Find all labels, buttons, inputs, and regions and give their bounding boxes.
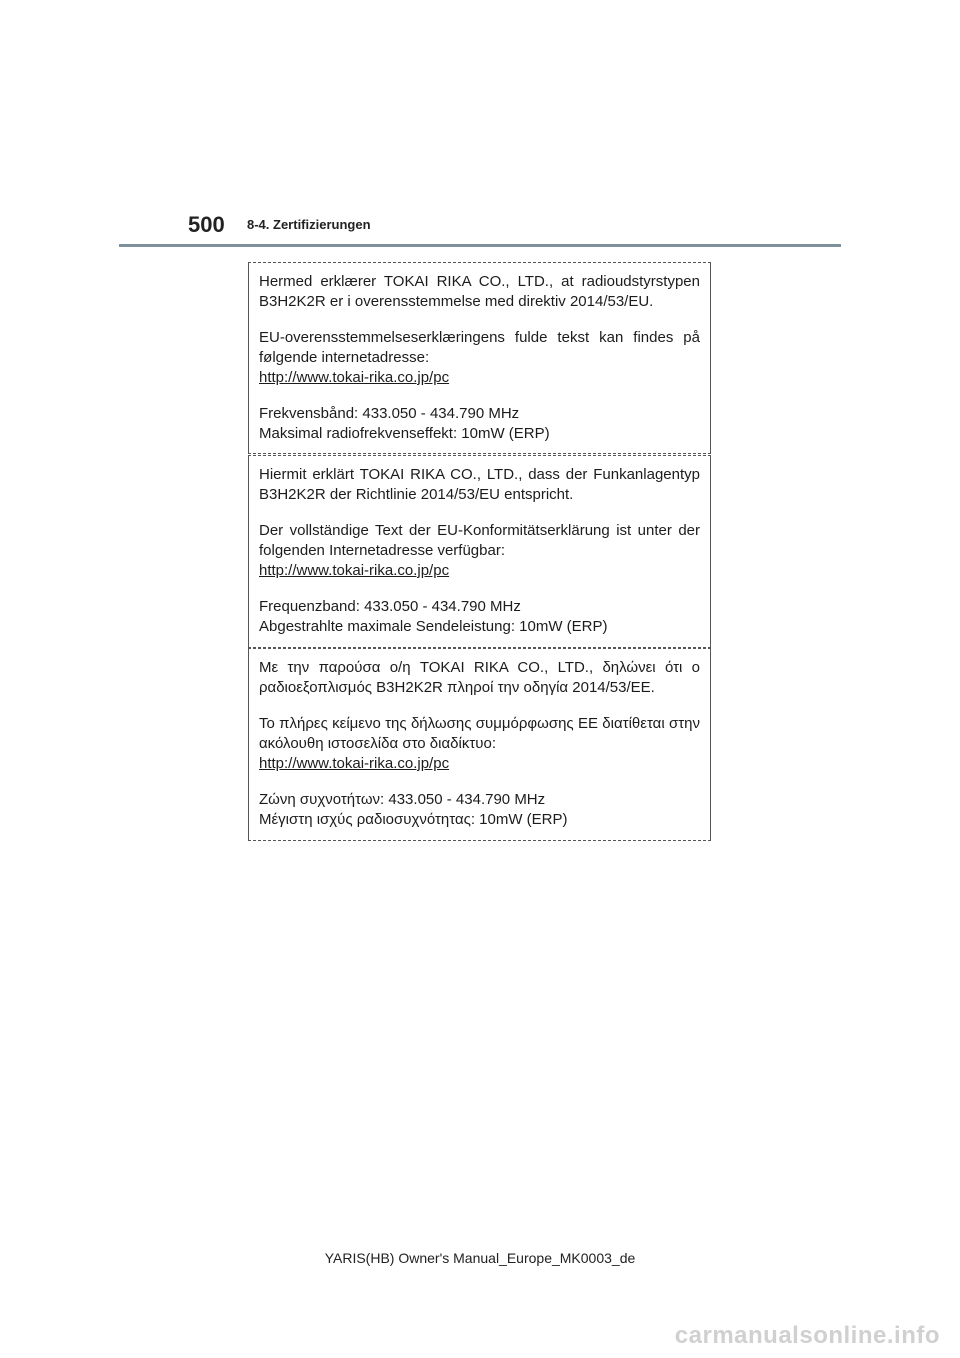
section-title: 8-4. Zertifizierungen	[247, 217, 371, 232]
frequency-band: Frekvensbånd: 433.050 - 434.790 MHz	[259, 405, 520, 422]
declaration-box-danish	[248, 262, 711, 454]
page-number: 500	[188, 212, 225, 237]
max-power: Abgestrahlte maximale Sendeleistung: 10mW (ERP)	[259, 618, 608, 635]
max-power: Maksimal radiofrekvenseffekt: 10mW (ERP)	[259, 425, 550, 442]
fulltext-notice: EU-overensstemmelseserklæringens fulde tekst kan findes på følgende internetadresse:	[259, 329, 700, 366]
footer-manual-title: YARIS(HB) Owner's Manual_Europe_MK0003_de	[324, 1250, 636, 1266]
declaration-url-link[interactable]: http://www.tokai-rika.co.jp/pc	[259, 369, 450, 386]
frequency-band: Ζώνη συχνοτήτων: 433.050 - 434.790 MHz	[259, 791, 546, 808]
watermark: carmanualsonline.info	[674, 1322, 940, 1349]
declaration-box-german	[248, 455, 711, 648]
declaration-text: Hermed erklærer TOKAI RIKA CO., LTD., at radioudstyrstypen B3H2K2R er i overensstemmelse med direktiv 2014/53/EU.	[259, 273, 700, 310]
header-divider	[119, 244, 841, 247]
fulltext-notice: Το πλήρες κείμενο της δήλωσης συμμόρφωσης ΕΕ διατίθεται στην ακόλουθη ιστοσελίδα στο διαδίκτυο:	[259, 715, 700, 752]
frequency-band: Frequenzband: 433.050 - 434.790 MHz	[259, 598, 521, 615]
fulltext-notice: Der vollständige Text der EU-Konformitätserklärung ist unter der folgenden Internetadresse verfügbar:	[259, 522, 700, 559]
declaration-url-link[interactable]: http://www.tokai-rika.co.jp/pc	[259, 755, 450, 772]
declaration-text: Με την παρούσα ο/η TOKAI RIKA CO., LTD., δηλώνει ότι ο ραδιοεξοπλισμός B3H2K2R πληροί την οδηγία 2014/53/ΕΕ.	[259, 659, 700, 696]
max-power: Μέγιστη ισχύς ραδιοσυχνότητας: 10mW (ERP)	[259, 811, 568, 828]
declaration-text: Hiermit erklärt TOKAI RIKA CO., LTD., dass der Funkanlagentyp B3H2K2R der Richtlinie 2014/53/EU entspricht.	[259, 466, 700, 503]
declaration-url-link[interactable]: http://www.tokai-rika.co.jp/pc	[259, 562, 450, 579]
declaration-box-greek	[248, 648, 711, 841]
